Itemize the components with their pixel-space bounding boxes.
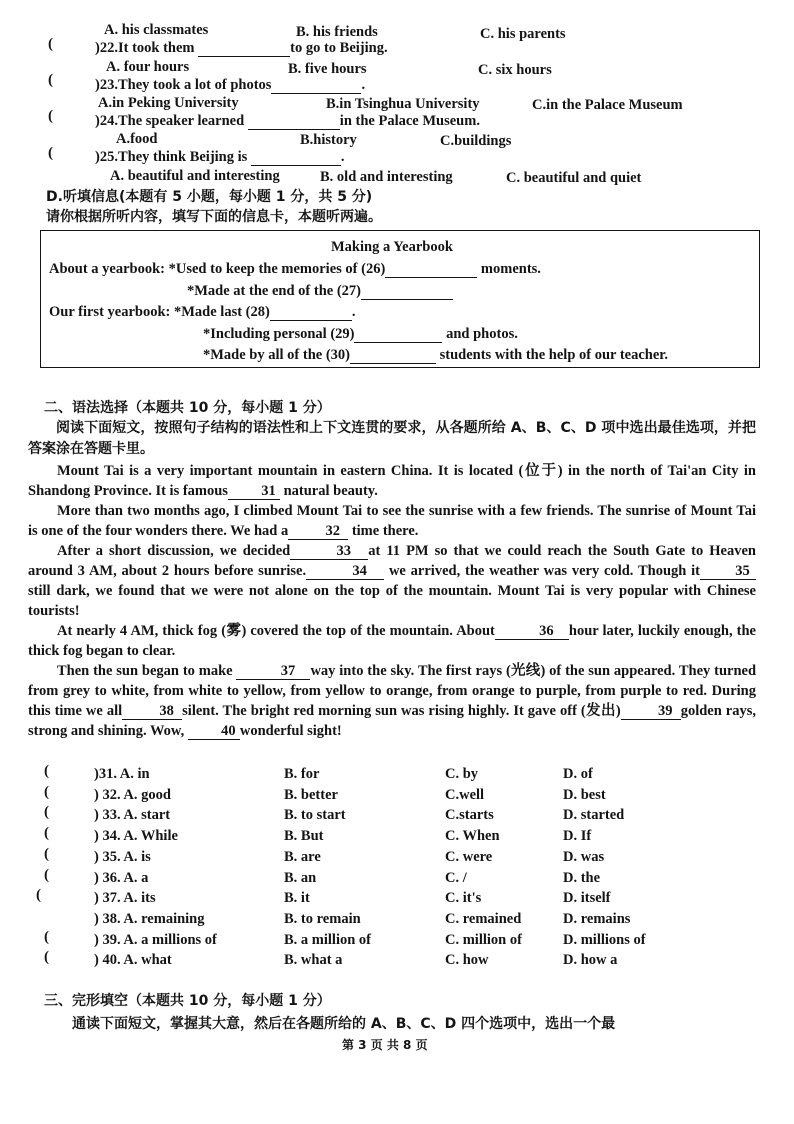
- q36-option-d[interactable]: D. the: [563, 870, 601, 886]
- line-28-label: Our first yearbook: *Made last (28): [49, 304, 270, 320]
- q35-option-b[interactable]: B. are: [284, 849, 321, 865]
- q39-option-d[interactable]: D. millions of: [563, 932, 646, 948]
- p5-text-d: golden rays, strong and shining. Wow,: [28, 703, 757, 739]
- q32-option-c[interactable]: C.well: [445, 787, 485, 803]
- answer-paren[interactable]: (: [44, 929, 49, 945]
- q23-after: .: [361, 77, 366, 93]
- q22-option-c[interactable]: C. six hours: [478, 62, 552, 78]
- line-29-after: and photos.: [446, 326, 518, 342]
- section-d-title: D.听填信息(本题有 5 小题，每小题 1 分，共 5 分): [46, 189, 373, 205]
- q31-option-d[interactable]: D. of: [563, 766, 593, 782]
- q38-option-number-a[interactable]: ) 38. A. remaining: [94, 911, 205, 927]
- answer-paren[interactable]: (: [48, 145, 53, 161]
- info-card: [40, 230, 760, 368]
- q24-text: The speaker learned: [117, 113, 245, 129]
- q24-option-a[interactable]: A.food: [116, 131, 158, 147]
- q38-option-c[interactable]: C. remained: [445, 911, 522, 927]
- passage-paragraph-5: [28, 661, 756, 741]
- blank-26[interactable]: [385, 261, 477, 278]
- q39-option-b[interactable]: B. a million of: [284, 932, 372, 948]
- q22-number: )22.: [95, 40, 118, 56]
- blank-31[interactable]: 31: [228, 483, 280, 500]
- q40-option-d[interactable]: D. how a: [563, 952, 618, 968]
- section-2-instruction: [28, 418, 756, 460]
- q23-number: )23.: [95, 77, 118, 93]
- q25-option-a[interactable]: A. beautiful and interesting: [110, 168, 280, 184]
- q23-option-a[interactable]: A.in Peking University: [98, 95, 239, 111]
- p1-text-a: Mount Tai is a very important mountain in eastern China. It is located (位于) in the north of Tai'an City in Shandong Province. It is famous: [28, 463, 756, 499]
- q22-text: It took them: [117, 40, 195, 56]
- answer-paren[interactable]: (: [48, 108, 53, 124]
- p4-text-a: At nearly 4 AM, thick fog (雾) covered the top of the mountain. About: [57, 623, 495, 639]
- section-2-heading: 二、语法选择（本题共 10 分，每小题 1 分）: [44, 400, 331, 416]
- section-2-instruction-text: 阅读下面短文，按照句子结构的语法性和上下文连贯的要求，从各题所给 A、B、C、D 项中选出最佳选项，并把答案涂在答题卡里。: [28, 420, 756, 457]
- p3-text-b: at 11 PM so that we could reach the South Gate to Heaven around 3 AM, about 2 hours before sunrise.: [28, 543, 756, 579]
- q22-option-a[interactable]: A. four hours: [106, 59, 190, 75]
- q33-option-number-a[interactable]: ) 33. A. start: [94, 807, 171, 823]
- p3-text-a: After a short discussion, we decided: [57, 543, 291, 559]
- q32-option-d[interactable]: D. best: [563, 787, 606, 803]
- q35-option-c[interactable]: C. were: [445, 849, 493, 865]
- answer-paren[interactable]: (: [44, 763, 49, 779]
- q40-option-number-a[interactable]: ) 40. A. what: [94, 952, 172, 968]
- blank-33[interactable]: 33: [290, 543, 368, 560]
- q25-stem: [95, 149, 345, 166]
- passage: [28, 461, 756, 741]
- q33-option-d[interactable]: D. started: [563, 807, 625, 823]
- line-27-label: *Made at the end of the (27): [187, 283, 361, 299]
- q34-option-c[interactable]: C. When: [445, 828, 500, 844]
- info-card-line-29: [203, 326, 518, 343]
- q25-option-c[interactable]: C. beautiful and quiet: [506, 170, 642, 186]
- q23-option-b[interactable]: B.in Tsinghua University: [326, 96, 480, 112]
- q25-blank[interactable]: [251, 149, 341, 166]
- section-d-instruction: 请你根据所听内容，填写下面的信息卡，本题听两遍。: [46, 209, 382, 225]
- q37-option-number-a[interactable]: ) 37. A. its: [94, 890, 156, 906]
- q24-number: )24.: [95, 113, 118, 129]
- q35-option-d[interactable]: D. was: [563, 849, 605, 865]
- p5-text-a: Then the sun began to make: [57, 663, 233, 679]
- q34-option-number-a[interactable]: ) 34. A. While: [94, 828, 178, 844]
- passage-paragraph-2: [28, 501, 756, 541]
- q24-stem: [95, 113, 480, 130]
- answer-paren[interactable]: (: [36, 887, 41, 903]
- q34-option-d[interactable]: D. If: [563, 828, 592, 844]
- q36-option-c[interactable]: C. /: [445, 870, 467, 886]
- q36-option-number-a[interactable]: ) 36. A. a: [94, 870, 149, 886]
- answer-paren[interactable]: (: [44, 825, 49, 841]
- blank-39[interactable]: 39: [621, 703, 681, 720]
- q35-option-number-a[interactable]: ) 35. A. is: [94, 849, 151, 865]
- blank-40[interactable]: 40: [188, 723, 240, 740]
- blank-37[interactable]: 37: [236, 663, 310, 680]
- answer-paren[interactable]: (: [44, 804, 49, 820]
- q37-option-d[interactable]: D. itself: [563, 890, 611, 906]
- line-29-label: *Including personal (29): [203, 326, 355, 342]
- blank-38[interactable]: 38: [122, 703, 182, 720]
- q23-blank[interactable]: [271, 77, 361, 94]
- q40-option-b[interactable]: B. what a: [284, 952, 343, 968]
- p5-text-e: wonderful sight!: [239, 723, 342, 739]
- answer-paren[interactable]: (: [44, 867, 49, 883]
- q21-option-b[interactable]: B. his friends: [296, 24, 378, 40]
- q37-option-c[interactable]: C. it's: [445, 890, 482, 906]
- q25-text: They think Beijing is: [117, 149, 248, 165]
- p2-text-b: time there.: [351, 523, 419, 539]
- line-26-after: moments.: [480, 261, 541, 277]
- blank-35[interactable]: 35: [700, 563, 756, 580]
- q23-stem: [95, 77, 365, 94]
- q33-option-b[interactable]: B. to start: [284, 807, 346, 823]
- q34-option-b[interactable]: B. But: [284, 828, 324, 844]
- blank-36[interactable]: 36: [495, 623, 569, 640]
- answer-paren[interactable]: (: [44, 846, 49, 862]
- q24-option-b[interactable]: B.history: [300, 132, 357, 148]
- page-number: 第 3 页 共 8 页: [342, 1038, 428, 1052]
- passage-paragraph-3: [28, 541, 756, 621]
- p5-text-b: way into the sky. The first rays (光线) of the sun appeared. They turned from grey to white, from white to yellow, from yellow to orange, from orange to purple, from purple to red. During this time we all: [28, 663, 757, 719]
- q23-option-c[interactable]: C.in the Palace Museum: [532, 97, 683, 113]
- q36-option-b[interactable]: B. an: [284, 870, 317, 886]
- section-3-heading: 三、完形填空（本题共 10 分，每小题 1 分）: [44, 993, 331, 1009]
- section-3-instruction: 通读下面短文，掌握其大意，然后在各题所给的 A、B、C、D 四个选项中，选出一个最: [72, 1016, 616, 1032]
- answer-paren[interactable]: (: [48, 72, 53, 88]
- q25-number: )25.: [95, 149, 118, 165]
- p3-text-d: still dark, we found that we were not alone on the top of the mountain. Mount Tai is very popular with Chinese tourists!: [28, 583, 756, 619]
- q22-option-b[interactable]: B. five hours: [288, 61, 367, 77]
- passage-paragraph-4: [28, 621, 756, 661]
- p1-text-b: natural beauty.: [283, 483, 378, 499]
- q40-option-c[interactable]: C. how: [445, 952, 489, 968]
- q22-blank[interactable]: [198, 40, 290, 57]
- q22-stem: [95, 40, 388, 57]
- p5-text-c: silent. The bright red morning sun was rising highly. It gave off (发出): [182, 703, 621, 719]
- blank-30[interactable]: [350, 347, 436, 364]
- line-28-after: .: [351, 304, 356, 320]
- passage-paragraph-1: [28, 461, 756, 501]
- line-30-after: students with the help of our teacher.: [439, 347, 669, 363]
- q32-option-number-a[interactable]: ) 32. A. good: [94, 787, 171, 803]
- q24-blank[interactable]: [248, 113, 340, 130]
- info-card-line-27: [187, 283, 453, 300]
- q23-text: They took a lot of photos: [117, 77, 272, 93]
- q22-after: to go to Beijing.: [290, 40, 388, 56]
- q21-option-c[interactable]: C. his parents: [480, 26, 566, 42]
- blank-32[interactable]: 32: [288, 523, 348, 540]
- line-30-label: *Made by all of the (30): [203, 347, 350, 363]
- p3-text-c: we arrived, the weather was very cold. Though it: [388, 563, 701, 579]
- q31-option-c[interactable]: C. by: [445, 766, 479, 782]
- q24-after: in the Palace Museum.: [339, 113, 480, 129]
- q39-option-c[interactable]: C. million of: [445, 932, 522, 948]
- q21-option-a[interactable]: A. his classmates: [104, 22, 209, 38]
- answer-paren[interactable]: (: [44, 784, 49, 800]
- q25-option-b[interactable]: B. old and interesting: [320, 169, 453, 185]
- q31-option-number-a[interactable]: )31. A. in: [94, 766, 150, 782]
- blank-29[interactable]: [354, 326, 442, 343]
- info-card-title: Making a Yearbook: [331, 239, 453, 255]
- blank-34[interactable]: 34: [306, 563, 384, 580]
- q37-option-b[interactable]: B. it: [284, 890, 310, 906]
- info-card-line-26: [49, 261, 541, 278]
- q38-option-b[interactable]: B. to remain: [284, 911, 361, 927]
- q32-option-b[interactable]: B. better: [284, 787, 338, 803]
- answer-paren[interactable]: (: [44, 949, 49, 965]
- q24-option-c[interactable]: C.buildings: [440, 133, 512, 149]
- line-26-label: About a yearbook: *Used to keep the memories of (26): [49, 261, 386, 277]
- q39-option-number-a[interactable]: ) 39. A. a millions of: [94, 932, 217, 948]
- q33-option-c[interactable]: C.starts: [445, 807, 494, 823]
- q25-after: .: [340, 149, 345, 165]
- p2-text-a: More than two months ago, I climbed Mount Tai to see the sunrise with a few friends. The sunrise of Mount Tai is one of the four wonders there. We had a: [28, 503, 756, 539]
- q31-option-b[interactable]: B. for: [284, 766, 320, 782]
- p4-text-b: hour later, luckily enough, the thick fog began to clear.: [28, 623, 756, 659]
- blank-27[interactable]: [361, 283, 453, 300]
- info-card-line-28: [49, 304, 355, 321]
- info-card-line-30: [203, 347, 668, 364]
- answer-paren[interactable]: (: [48, 36, 53, 52]
- blank-28[interactable]: [270, 304, 352, 321]
- q38-option-d[interactable]: D. remains: [563, 911, 631, 927]
